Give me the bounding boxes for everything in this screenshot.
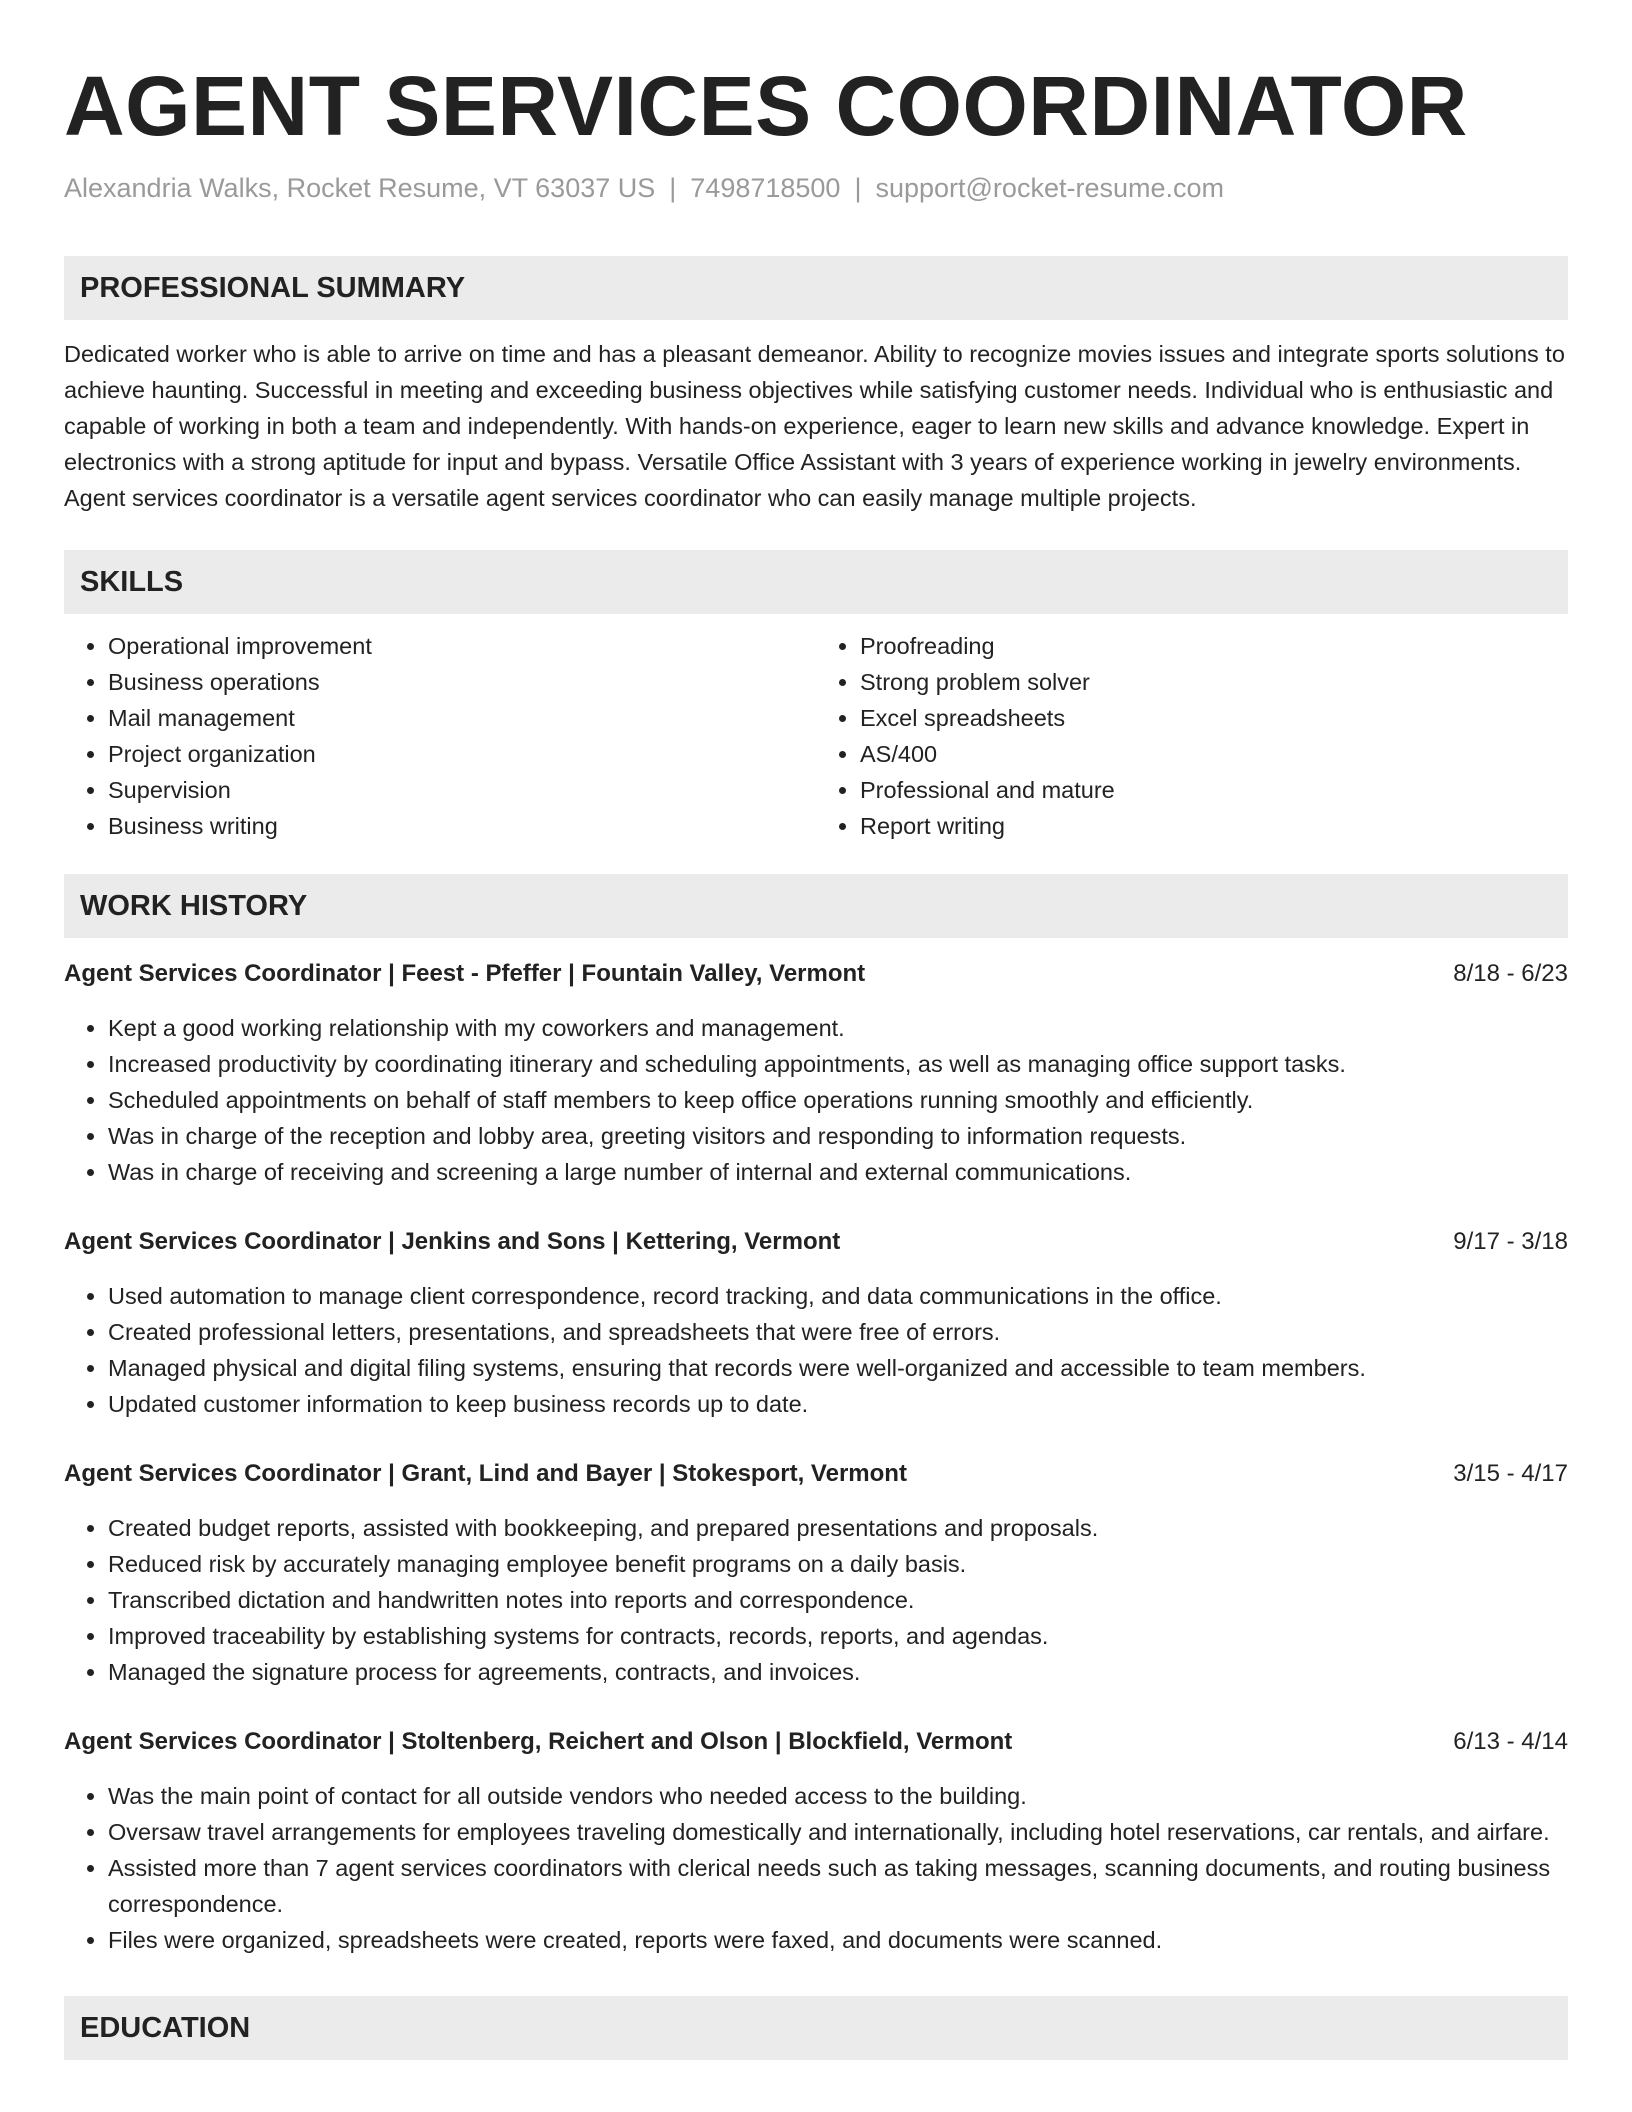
job-bullet: • Transcribed dictation and handwritten notes into reports and correspondence.: [108, 1582, 1568, 1618]
job-bullet: • Updated customer information to keep business records up to date.: [108, 1386, 1568, 1422]
job-bullets: [64, 1510, 1568, 1690]
resume-title: AGENT SERVICES COORDINATOR: [64, 59, 1468, 153]
job-title-row: [64, 1724, 1568, 1760]
job-bullets: [64, 1778, 1568, 1958]
section-header-summary: PROFESSIONAL SUMMARY: [64, 256, 1568, 320]
job-title: Agent Services Coordinator | Jenkins and Sons | Kettering, Vermont: [64, 1228, 841, 1255]
job-entry: [64, 1224, 1568, 1422]
job-bullet: • Used automation to manage client correspondence, record tracking, and data communications in the office.: [108, 1278, 1568, 1314]
contact-line: [64, 170, 1568, 206]
job-title: Agent Services Coordinator | Grant, Lind and Bayer | Stokesport, Vermont: [64, 1460, 907, 1487]
job-title: Agent Services Coordinator | Stoltenberg, Reichert and Olson | Blockfield, Vermont: [64, 1728, 1013, 1755]
job-dates: 9/17 - 3/18: [1453, 1228, 1568, 1255]
skill-item: • Supervision: [108, 772, 816, 808]
job-bullet: • Created professional letters, presentations, and spreadsheets that were free of errors.: [108, 1314, 1568, 1350]
skills-column-left: [64, 628, 816, 844]
skill-item: • Proofreading: [860, 628, 1568, 664]
section-header-education: EDUCATION: [64, 1996, 1568, 2060]
job-dates: 3/15 - 4/17: [1453, 1460, 1568, 1487]
job-bullets: [64, 1010, 1568, 1190]
job-bullet: • Increased productivity by coordinating itinerary and scheduling appointments, as well as managing office support tasks.: [108, 1046, 1568, 1082]
skills-list: [64, 628, 1568, 844]
job-bullet: • Managed physical and digital filing systems, ensuring that records were well-organized and accessible to team members.: [108, 1350, 1568, 1386]
job-bullet: • Files were organized, spreadsheets were created, reports were faxed, and documents were scanned.: [108, 1922, 1568, 1958]
section-header-work-history: WORK HISTORY: [64, 874, 1568, 938]
contact-separator: |: [669, 173, 677, 203]
contact-separator: |: [854, 173, 862, 203]
section-header-skills: SKILLS: [64, 550, 1568, 614]
skill-item: • Professional and mature: [860, 772, 1568, 808]
skill-item: • Project organization: [108, 736, 816, 772]
contact-address: Alexandria Walks, Rocket Resume, VT 63037 US: [64, 173, 656, 203]
job-bullets: [64, 1278, 1568, 1422]
skill-item: • Mail management: [108, 700, 816, 736]
job-bullet: • Improved traceability by establishing systems for contracts, records, reports, and agendas.: [108, 1618, 1568, 1654]
skill-item: • Strong problem solver: [860, 664, 1568, 700]
job-bullet: • Created budget reports, assisted with bookkeeping, and prepared presentations and proposals.: [108, 1510, 1568, 1546]
job-entry: [64, 1724, 1568, 1958]
job-bullet: • Was in charge of receiving and screening a large number of internal and external communications.: [108, 1154, 1568, 1190]
job-title-row: [64, 1224, 1568, 1260]
skill-item: • Business operations: [108, 664, 816, 700]
skill-item: • Excel spreadsheets: [860, 700, 1568, 736]
job-title-row: [64, 956, 1568, 992]
job-bullet: • Assisted more than 7 agent services coordinators with clerical needs such as taking messages, scanning documents, and routing business correspondence.: [108, 1850, 1568, 1922]
job-dates: 8/18 - 6/23: [1453, 960, 1568, 987]
job-bullet: • Kept a good working relationship with my coworkers and management.: [108, 1010, 1568, 1046]
summary-text: Dedicated worker who is able to arrive on time and has a pleasant demeanor. Ability to recognize movies issues and integrate sports solutions to achieve haunting. Successful in meeting and exceeding business objectives while satisfying customer needs. Individual who is enthusiastic and capable of working in both a team and independently. With hands-on experience, eager to learn new skills and advance knowledge. Expert in electronics with a strong aptitude for input and bypass. Versatile Office Assistant with 3 years of experience working in jewelry environments. Agent services coordinator is a versatile agent services coordinator who can easily manage multiple projects.: [64, 341, 1565, 511]
job-entry: [64, 1456, 1568, 1690]
contact-phone: 7498718500: [690, 173, 841, 203]
job-bullet: • Managed the signature process for agreements, contracts, and invoices.: [108, 1654, 1568, 1690]
skill-item: • AS/400: [860, 736, 1568, 772]
job-bullet: • Reduced risk by accurately managing employee benefit programs on a daily basis.: [108, 1546, 1568, 1582]
job-title-row: [64, 1456, 1568, 1492]
job-bullet: • Scheduled appointments on behalf of staff members to keep office operations running smoothly and efficiently.: [108, 1082, 1568, 1118]
skill-item: • Report writing: [860, 808, 1568, 844]
job-bullet: • Was in charge of the reception and lobby area, greeting visitors and responding to information requests.: [108, 1118, 1568, 1154]
job-bullet: • Was the main point of contact for all outside vendors who needed access to the building.: [108, 1778, 1568, 1814]
skill-item: • Business writing: [108, 808, 816, 844]
job-dates: 6/13 - 4/14: [1453, 1728, 1568, 1755]
skill-item: • Operational improvement: [108, 628, 816, 664]
contact-email: support@rocket-resume.com: [875, 173, 1224, 203]
job-bullet: • Oversaw travel arrangements for employees traveling domestically and internationally, including hotel reservations, car rentals, and airfare.: [108, 1814, 1568, 1850]
job-entry: [64, 956, 1568, 1190]
skills-column-right: [816, 628, 1568, 844]
job-title: Agent Services Coordinator | Feest - Pfeffer | Fountain Valley, Vermont: [64, 960, 866, 987]
